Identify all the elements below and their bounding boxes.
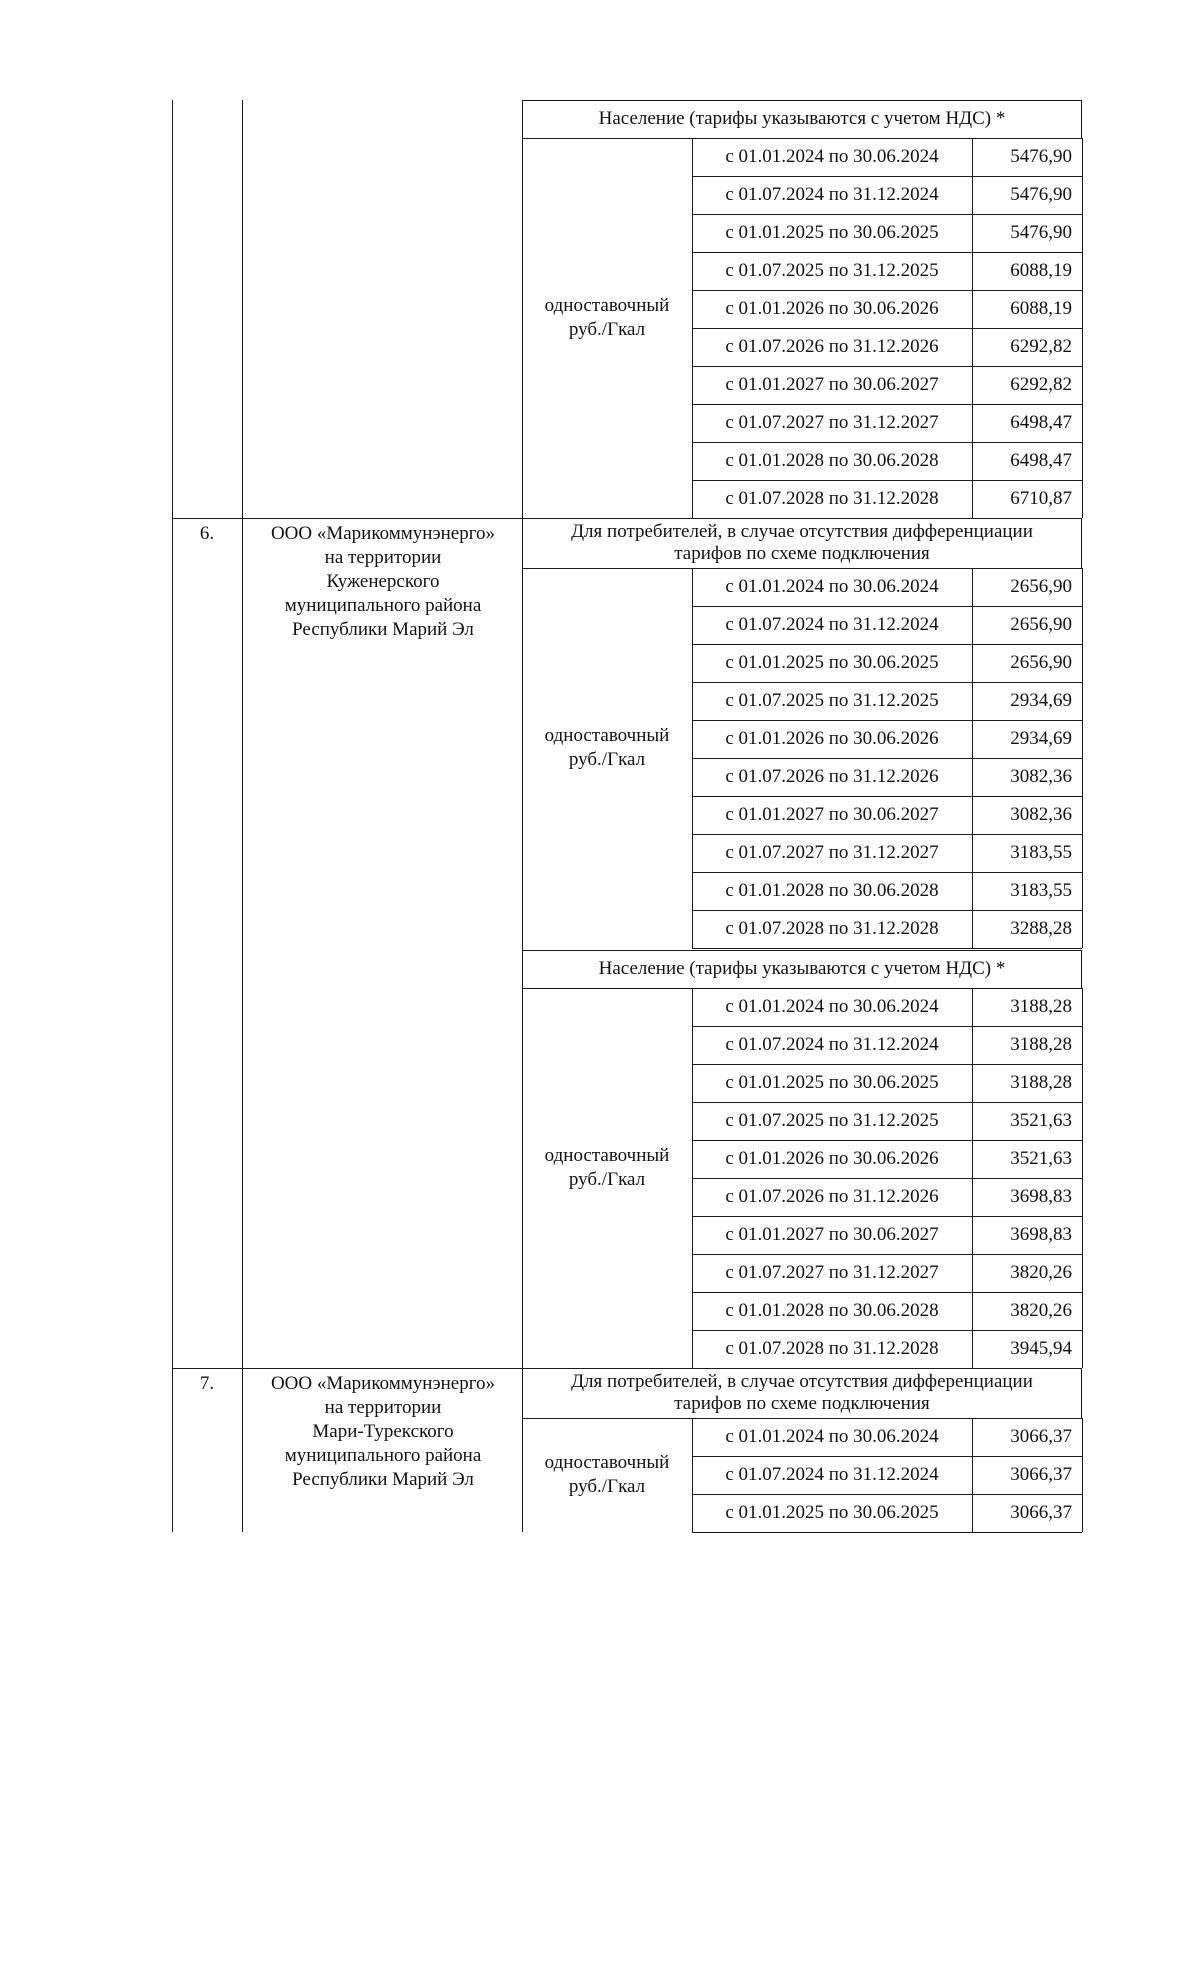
row-divider bbox=[692, 720, 1082, 721]
row-divider bbox=[692, 1102, 1082, 1103]
section-header-text: Население (тарифы указываются с учетом НДС) * bbox=[598, 958, 1006, 979]
entry-6-number: 6. bbox=[199, 523, 215, 544]
row-divider bbox=[692, 758, 1082, 759]
tariff-period: с 01.07.2028 по 31.12.2028 bbox=[725, 918, 939, 939]
tariff-period: с 01.01.2026 по 30.06.2026 bbox=[725, 1148, 939, 1169]
tariff-value: 3188,28 bbox=[1010, 1072, 1072, 1093]
tariff-period: с 01.07.2024 по 31.12.2024 bbox=[725, 184, 939, 205]
tariff-period: с 01.07.2027 по 31.12.2027 bbox=[725, 412, 939, 433]
section-header-text: тарифов по схеме подключения bbox=[674, 1393, 930, 1414]
row-divider bbox=[692, 252, 1082, 253]
tariff-value: 3945,94 bbox=[1010, 1338, 1072, 1359]
tariff-period: с 01.07.2024 по 31.12.2024 bbox=[725, 1464, 939, 1485]
tariff-value: 6292,82 bbox=[1010, 374, 1072, 395]
row-divider bbox=[692, 682, 1082, 683]
section-header-text: тарифов по схеме подключения bbox=[674, 543, 930, 564]
entry-7-org-line: ООО «Марикоммунэнерго» bbox=[270, 1373, 496, 1394]
entry-7-organization bbox=[244, 1372, 522, 1492]
right-border bbox=[1082, 988, 1083, 1368]
rate-type-label: одноставочный bbox=[544, 1145, 670, 1166]
entry-6-org-line: муниципального района bbox=[284, 595, 482, 616]
tariff-period: с 01.07.2028 по 31.12.2028 bbox=[725, 1338, 939, 1359]
tariff-period: с 01.07.2026 по 31.12.2026 bbox=[725, 766, 939, 787]
tariff-value: 3082,36 bbox=[1010, 766, 1072, 787]
row-divider bbox=[692, 328, 1082, 329]
tariff-period: с 01.07.2026 по 31.12.2026 bbox=[725, 1186, 939, 1207]
entry-6-org-line: Куженерского bbox=[326, 571, 440, 592]
row-divider bbox=[692, 480, 1082, 481]
tariff-value: 2656,90 bbox=[1010, 652, 1072, 673]
number-column-divider bbox=[242, 100, 243, 1532]
row-divider bbox=[692, 404, 1082, 405]
row-divider bbox=[692, 1064, 1082, 1065]
tariff-value: 5476,90 bbox=[1010, 184, 1072, 205]
section-bottom-border bbox=[692, 1532, 1082, 1533]
rate-type-label: одноставочный bbox=[544, 295, 670, 316]
row-divider bbox=[692, 366, 1082, 367]
section-bottom-border bbox=[692, 948, 1082, 949]
entry-7-org-line: Мари-Турекского bbox=[312, 1421, 454, 1442]
row-divider bbox=[692, 1330, 1082, 1331]
rate-type-label: одноставочный bbox=[544, 725, 670, 746]
tariff-value: 5476,90 bbox=[1010, 222, 1072, 243]
row-divider bbox=[692, 1494, 1082, 1495]
tariff-value: 3820,26 bbox=[1010, 1300, 1072, 1321]
tariff-value: 3698,83 bbox=[1010, 1186, 1072, 1207]
tariff-period: с 01.01.2026 по 30.06.2026 bbox=[725, 298, 939, 319]
tariff-period: с 01.07.2026 по 31.12.2026 bbox=[725, 336, 939, 357]
entry-7-org-line: муниципального района bbox=[284, 1445, 482, 1466]
section-header-text: Для потребителей, в случае отсутствия дифференциации bbox=[571, 521, 1033, 542]
tariff-value: 3521,63 bbox=[1010, 1110, 1072, 1131]
rate-unit-label: руб./Гкал bbox=[568, 1476, 646, 1497]
entry-7-org-line: Республики Марий Эл bbox=[292, 1469, 474, 1490]
tariff-value: 3188,28 bbox=[1010, 1034, 1072, 1055]
tariff-period: с 01.01.2026 по 30.06.2026 bbox=[725, 728, 939, 749]
entry-7-org-line: на территории bbox=[324, 1397, 442, 1418]
tariff-value: 3066,37 bbox=[1010, 1426, 1072, 1447]
tariff-period: с 01.01.2024 по 30.06.2024 bbox=[725, 1426, 939, 1447]
tariff-period: с 01.01.2024 по 30.06.2024 bbox=[725, 576, 939, 597]
row-divider bbox=[692, 1456, 1082, 1457]
row-divider bbox=[692, 1216, 1082, 1217]
row-divider bbox=[692, 872, 1082, 873]
tariff-value: 3820,26 bbox=[1010, 1262, 1072, 1283]
row-divider bbox=[692, 442, 1082, 443]
row-divider bbox=[692, 606, 1082, 607]
tariff-value: 2656,90 bbox=[1010, 576, 1072, 597]
tariff-period: с 01.01.2028 по 30.06.2028 bbox=[725, 880, 939, 901]
row-divider bbox=[692, 1292, 1082, 1293]
tariff-period: с 01.07.2024 по 31.12.2024 bbox=[725, 1034, 939, 1055]
tariff-period: с 01.07.2028 по 31.12.2028 bbox=[725, 488, 939, 509]
entry-6-org-line: на территории bbox=[324, 547, 442, 568]
tariff-value: 6498,47 bbox=[1010, 450, 1072, 471]
tariff-period: с 01.01.2024 по 30.06.2024 bbox=[725, 996, 939, 1017]
tariff-value: 6498,47 bbox=[1010, 412, 1072, 433]
tariff-value: 5476,90 bbox=[1010, 146, 1072, 167]
tariff-value: 3698,83 bbox=[1010, 1224, 1072, 1245]
row-divider bbox=[692, 214, 1082, 215]
tariff-period: с 01.07.2025 по 31.12.2025 bbox=[725, 1110, 939, 1131]
tariff-value: 6088,19 bbox=[1010, 298, 1072, 319]
row-divider bbox=[692, 290, 1082, 291]
tariff-period: с 01.07.2027 по 31.12.2027 bbox=[725, 842, 939, 863]
right-border bbox=[1082, 1418, 1083, 1532]
tariff-value: 6710,87 bbox=[1010, 488, 1072, 509]
tariff-value: 6088,19 bbox=[1010, 260, 1072, 281]
row-divider bbox=[692, 1254, 1082, 1255]
row-divider bbox=[692, 796, 1082, 797]
tariff-period: с 01.01.2028 по 30.06.2028 bbox=[725, 450, 939, 471]
left-border bbox=[172, 100, 173, 1532]
tariff-value: 3066,37 bbox=[1010, 1464, 1072, 1485]
tariff-period: с 01.07.2025 по 31.12.2025 bbox=[725, 260, 939, 281]
tariff-period: с 01.07.2027 по 31.12.2027 bbox=[725, 1262, 939, 1283]
tariff-value: 3066,37 bbox=[1010, 1502, 1072, 1523]
tariff-period: с 01.01.2024 по 30.06.2024 bbox=[725, 146, 939, 167]
entry-6-organization bbox=[244, 522, 522, 642]
tariff-period: с 01.01.2027 по 30.06.2027 bbox=[725, 374, 939, 395]
row-divider bbox=[692, 644, 1082, 645]
tariff-period: с 01.01.2027 по 30.06.2027 bbox=[725, 1224, 939, 1245]
tariff-period: с 01.01.2025 по 30.06.2025 bbox=[725, 1072, 939, 1093]
rate-type-label: одноставочный bbox=[544, 1452, 670, 1473]
tariff-value: 3082,36 bbox=[1010, 804, 1072, 825]
tariff-value: 3183,55 bbox=[1010, 842, 1072, 863]
tariff-value: 3288,28 bbox=[1010, 918, 1072, 939]
tariff-period: с 01.07.2025 по 31.12.2025 bbox=[725, 690, 939, 711]
tariff-value: 2656,90 bbox=[1010, 614, 1072, 635]
tariff-period: с 01.01.2025 по 30.06.2025 bbox=[725, 1502, 939, 1523]
row-divider bbox=[692, 910, 1082, 911]
tariff-period: с 01.01.2028 по 30.06.2028 bbox=[725, 1300, 939, 1321]
section-header-text: Население (тарифы указываются с учетом НДС) * bbox=[598, 108, 1006, 129]
right-border bbox=[1082, 138, 1083, 518]
row-divider bbox=[692, 834, 1082, 835]
row-divider bbox=[692, 176, 1082, 177]
tariff-value: 3188,28 bbox=[1010, 996, 1072, 1017]
rate-unit-label: руб./Гкал bbox=[568, 319, 646, 340]
entry-7-number: 7. bbox=[199, 1373, 215, 1394]
rate-unit-label: руб./Гкал bbox=[568, 1169, 646, 1190]
tariff-period: с 01.01.2025 по 30.06.2025 bbox=[725, 222, 939, 243]
entry-6-org-line: ООО «Марикоммунэнерго» bbox=[270, 523, 496, 544]
tariff-period: с 01.01.2025 по 30.06.2025 bbox=[725, 652, 939, 673]
row-divider bbox=[692, 1140, 1082, 1141]
tariff-period: с 01.07.2024 по 31.12.2024 bbox=[725, 614, 939, 635]
tariff-period: с 01.01.2027 по 30.06.2027 bbox=[725, 804, 939, 825]
entry-6-org-line: Республики Марий Эл bbox=[292, 619, 474, 640]
rate-unit-label: руб./Гкал bbox=[568, 749, 646, 770]
tariff-value: 2934,69 bbox=[1010, 690, 1072, 711]
tariff-value: 6292,82 bbox=[1010, 336, 1072, 357]
right-border bbox=[1082, 568, 1083, 948]
tariff-value: 2934,69 bbox=[1010, 728, 1072, 749]
row-divider bbox=[692, 1178, 1082, 1179]
tariff-value: 3183,55 bbox=[1010, 880, 1072, 901]
tariff-value: 3521,63 bbox=[1010, 1148, 1072, 1169]
row-divider bbox=[692, 1026, 1082, 1027]
section-header-text: Для потребителей, в случае отсутствия дифференциации bbox=[571, 1371, 1033, 1392]
